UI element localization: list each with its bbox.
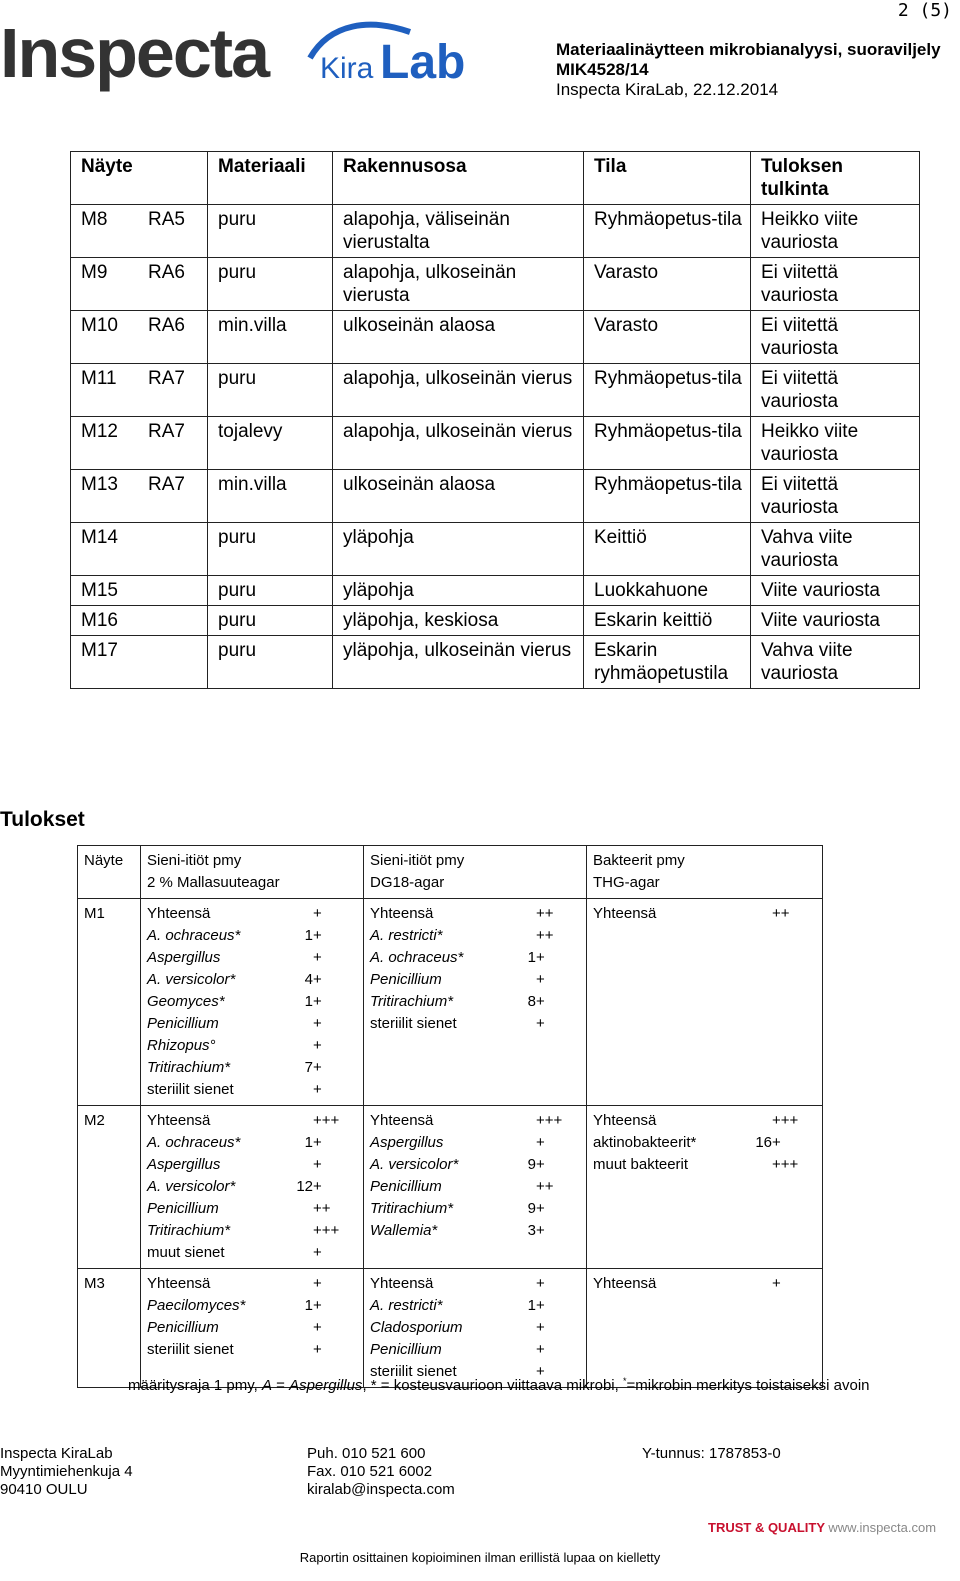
organism-line	[370, 991, 580, 1013]
result-row	[78, 1269, 823, 1388]
sample-id: M11	[71, 364, 138, 417]
organism-count	[728, 1110, 772, 1132]
kiralab-logo	[300, 18, 490, 82]
organism-line	[147, 947, 357, 969]
kiralab-kira-text: Kira	[320, 52, 374, 82]
organism-level: +	[313, 1037, 322, 1054]
sample-part: yläpohja	[333, 576, 584, 606]
organism-level: +++	[313, 1222, 340, 1239]
organism-name: Penicillium	[370, 971, 442, 988]
footer-city: 90410 OULU	[0, 1481, 88, 1498]
organism-line	[147, 1154, 357, 1176]
organism-line	[593, 1273, 816, 1295]
footer-contact	[307, 1445, 455, 1499]
sample-ra: RA5	[138, 205, 208, 258]
organism-count	[269, 1220, 313, 1242]
sample-material: puru	[208, 636, 333, 689]
sample-result: Viite vauriosta	[751, 606, 920, 636]
organism-level: +	[536, 1200, 545, 1217]
sample-part: yläpohja, ulkoseinän vierus	[333, 636, 584, 689]
organism-level: +	[536, 1156, 545, 1173]
organism-name: Aspergillus	[370, 1134, 444, 1151]
sample-part: yläpohja	[333, 523, 584, 576]
result-cell-c3	[587, 1269, 823, 1388]
sample-room: Luokkahuone	[584, 576, 751, 606]
footer-business-id: Y-tunnus: 1787853-0	[642, 1445, 781, 1462]
results-header-row	[78, 846, 823, 899]
organism-line	[370, 1154, 580, 1176]
sample-material: min.villa	[208, 311, 333, 364]
organism-name: A. ochraceus*	[147, 927, 241, 944]
organism-name: Penicillium	[147, 1200, 219, 1217]
organism-count	[492, 1339, 536, 1361]
organism-count	[269, 1035, 313, 1057]
organism-level: +++	[772, 1112, 799, 1129]
sample-id: M13	[71, 470, 138, 523]
sample-id: M15	[71, 576, 138, 606]
col-header-room: Tila	[584, 152, 751, 205]
sample-id: M14	[71, 523, 138, 576]
organism-level: +	[313, 1156, 322, 1173]
organism-count: 1	[527, 949, 536, 966]
sample-material: puru	[208, 205, 333, 258]
kiralab-lab-text: Lab	[380, 36, 466, 82]
organism-count: 12	[296, 1178, 313, 1195]
sample-id: M16	[71, 606, 138, 636]
organism-level: +	[772, 1134, 781, 1151]
footnote: määritysraja 1 pmy, A = Aspergillus, * = kosteusvaurioon viittaava mikrobi, *=mikrobin merkitys toistaiseksi avoin	[128, 1376, 870, 1394]
sample-result: Heikko viite vauriosta	[751, 205, 920, 258]
organism-count	[492, 1317, 536, 1339]
organism-name: A. restricti*	[370, 927, 443, 944]
organism-level: +	[313, 1275, 322, 1292]
organism-name: Cladosporium	[370, 1319, 463, 1336]
results-header-thg-1: Bakteerit pmy	[593, 852, 685, 869]
organism-count	[728, 1154, 772, 1176]
sample-material: puru	[208, 258, 333, 311]
organism-line	[147, 969, 357, 991]
organism-count: 4	[304, 971, 313, 988]
organism-line	[147, 1079, 357, 1101]
copy-notice: Raportin osittainen kopioiminen ilman erillistä lupaa on kielletty	[299, 1550, 661, 1565]
organism-line	[370, 903, 580, 925]
organism-count: 7	[304, 1059, 313, 1076]
organism-count: 9	[527, 1200, 536, 1217]
organism-count	[492, 1132, 536, 1154]
organism-name: Aspergillus	[147, 1156, 221, 1173]
inspecta-logo: Inspecta	[0, 14, 268, 92]
trust-quality-line: TRUST & QUALITY www.inspecta.com	[708, 1520, 937, 1535]
organism-level: +	[313, 1297, 322, 1314]
sample-ra: RA7	[138, 417, 208, 470]
organism-line	[370, 1110, 580, 1132]
organism-line	[147, 1295, 357, 1317]
organism-name: Geomyces*	[147, 993, 225, 1010]
sample-room: Ryhmäopetus-tila	[584, 417, 751, 470]
sample-material: min.villa	[208, 470, 333, 523]
organism-line	[147, 1110, 357, 1132]
organism-line	[593, 903, 816, 925]
sample-ra	[138, 576, 208, 606]
sample-part: alapohja, ulkoseinän vierus	[333, 417, 584, 470]
sample-material: puru	[208, 606, 333, 636]
organism-line	[370, 1013, 580, 1035]
col-header-result: Tuloksen tulkinta	[751, 152, 920, 205]
sample-room: Varasto	[584, 258, 751, 311]
sample-row	[71, 470, 920, 523]
organism-level: +	[536, 971, 545, 988]
organism-level: ++	[313, 1200, 331, 1217]
organism-level: +++	[536, 1112, 563, 1129]
result-cell-c1	[141, 1106, 364, 1269]
sample-row	[71, 636, 920, 689]
results-table	[77, 845, 823, 1388]
organism-name: steriilit sienet	[370, 1363, 457, 1380]
organism-level: +	[313, 1015, 322, 1032]
report-header	[556, 40, 941, 100]
organism-line	[593, 1154, 816, 1176]
sample-ra: RA6	[138, 258, 208, 311]
organism-count	[269, 1242, 313, 1264]
sample-id: M9	[71, 258, 138, 311]
sample-part: alapohja, ulkoseinän vierusta	[333, 258, 584, 311]
organism-count: 9	[527, 1156, 536, 1173]
organism-line	[147, 1198, 357, 1220]
organism-level: ++	[772, 905, 790, 922]
organism-name: A. versicolor*	[147, 971, 236, 988]
organism-level: +	[536, 1222, 545, 1239]
organism-count: 1	[527, 1297, 536, 1314]
sample-row	[71, 523, 920, 576]
organism-line	[147, 991, 357, 1013]
samples-header-row	[71, 152, 920, 205]
organism-count	[492, 1273, 536, 1295]
sample-room: Ryhmäopetus-tila	[584, 205, 751, 258]
sample-id: M10	[71, 311, 138, 364]
organism-name: A. ochraceus*	[370, 949, 464, 966]
organism-line	[370, 969, 580, 991]
organism-line	[147, 1176, 357, 1198]
organism-name: steriilit sienet	[147, 1341, 234, 1358]
result-row	[78, 899, 823, 1106]
footer-fax: Fax. 010 521 6002	[307, 1463, 433, 1480]
organism-name: Yhteensä	[370, 905, 434, 922]
footer-street: Myyntimiehenkuja 4	[0, 1463, 133, 1480]
organism-level: +	[536, 1134, 545, 1151]
sample-ra	[138, 523, 208, 576]
result-sample-id: M2	[78, 1106, 141, 1269]
organism-level: +	[313, 1134, 322, 1151]
organism-level: +	[313, 927, 322, 944]
results-header-malt-2: 2 % Mallasuuteagar	[147, 874, 280, 891]
organism-level: +	[313, 1244, 322, 1261]
organism-name: Yhteensä	[593, 1112, 657, 1129]
organism-line	[147, 1273, 357, 1295]
organism-count: 1	[304, 927, 313, 944]
sample-material: puru	[208, 576, 333, 606]
organism-level: +++	[313, 1112, 340, 1129]
result-sample-id: M1	[78, 899, 141, 1106]
organism-count: 1	[304, 993, 313, 1010]
sample-room: Eskarin keittiö	[584, 606, 751, 636]
footer-web-link[interactable]: www.inspecta.com	[828, 1520, 937, 1535]
organism-name: Yhteensä	[370, 1112, 434, 1129]
organism-line	[370, 1339, 580, 1361]
organism-level: +	[536, 949, 545, 966]
organism-name: Rhizopus°	[147, 1037, 216, 1054]
organism-line	[147, 1339, 357, 1361]
result-cell-c2	[364, 1269, 587, 1388]
result-sample-id: M3	[78, 1269, 141, 1388]
result-cell-c2	[364, 1106, 587, 1269]
organism-line	[147, 1220, 357, 1242]
organism-count: 1	[304, 1134, 313, 1151]
organism-level: +	[772, 1275, 781, 1292]
organism-line	[147, 1132, 357, 1154]
organism-name: Tritirachium*	[370, 993, 454, 1010]
sample-part: ulkoseinän alaosa	[333, 311, 584, 364]
sample-ra	[138, 606, 208, 636]
organism-count	[269, 1317, 313, 1339]
organism-name: Yhteensä	[147, 1275, 211, 1292]
organism-count	[492, 969, 536, 991]
sample-material: puru	[208, 364, 333, 417]
organism-level: ++	[536, 905, 554, 922]
organism-line	[593, 1132, 816, 1154]
sample-part: alapohja, väliseinän vierustalta	[333, 205, 584, 258]
sample-result: Vahva viite vauriosta	[751, 523, 920, 576]
result-cell-c3	[587, 1106, 823, 1269]
sample-result: Ei viitettä vauriosta	[751, 311, 920, 364]
organism-level: +	[536, 1319, 545, 1336]
organism-name: steriilit sienet	[147, 1081, 234, 1098]
organism-name: Penicillium	[370, 1178, 442, 1195]
organism-level: +++	[772, 1156, 799, 1173]
organism-name: Tritirachium*	[147, 1222, 231, 1239]
organism-count	[269, 1079, 313, 1101]
organism-level: +	[313, 949, 322, 966]
organism-name: A. ochraceus*	[147, 1134, 241, 1151]
organism-count: 16	[755, 1134, 772, 1151]
sample-result: Viite vauriosta	[751, 576, 920, 606]
organism-count	[728, 903, 772, 925]
sample-ra	[138, 636, 208, 689]
organism-count	[492, 925, 536, 947]
organism-line	[370, 925, 580, 947]
report-code: MIK4528/14	[556, 60, 649, 79]
footer-company: Inspecta KiraLab	[0, 1445, 113, 1462]
results-title: Tulokset	[0, 808, 85, 831]
organism-level: +	[313, 1081, 322, 1098]
organism-name: Yhteensä	[147, 905, 211, 922]
organism-count: 1	[304, 1297, 313, 1314]
organism-level: +	[313, 1059, 322, 1076]
sample-result: Ei viitettä vauriosta	[751, 470, 920, 523]
organism-line	[147, 1013, 357, 1035]
organism-count	[269, 1154, 313, 1176]
organism-line	[370, 947, 580, 969]
organism-level: +	[313, 1178, 322, 1195]
sample-row	[71, 205, 920, 258]
results-header-dg18-1: Sieni-itiöt pmy	[370, 852, 465, 869]
sample-row	[71, 364, 920, 417]
organism-line	[593, 1110, 816, 1132]
results-header-malt-1: Sieni-itiöt pmy	[147, 852, 242, 869]
organism-name: Tritirachium*	[147, 1059, 231, 1076]
organism-count: 3	[527, 1222, 536, 1239]
organism-name: A. restricti*	[370, 1297, 443, 1314]
report-date: Inspecta KiraLab, 22.12.2014	[556, 80, 779, 99]
organism-count	[492, 1176, 536, 1198]
organism-level: +	[536, 1363, 545, 1380]
organism-count	[269, 1013, 313, 1035]
organism-count	[269, 903, 313, 925]
organism-count	[269, 947, 313, 969]
sample-id: M8	[71, 205, 138, 258]
sample-part: alapohja, ulkoseinän vierus	[333, 364, 584, 417]
report-title: Materiaalinäytteen mikrobianalyysi, suoraviljely	[556, 40, 941, 59]
organism-level: +	[313, 905, 322, 922]
organism-name: steriilit sienet	[370, 1015, 457, 1032]
sample-row	[71, 258, 920, 311]
organism-name: aktinobakteerit*	[593, 1134, 697, 1151]
organism-name: Yhteensä	[370, 1275, 434, 1292]
organism-level: +	[313, 971, 322, 988]
organism-count	[269, 1273, 313, 1295]
organism-name: A. versicolor*	[147, 1178, 236, 1195]
organism-level: +	[536, 1297, 545, 1314]
footer-email[interactable]: kiralab@inspecta.com	[307, 1481, 455, 1498]
organism-line	[370, 1220, 580, 1242]
organism-count: 8	[527, 993, 536, 1010]
organism-line	[370, 1273, 580, 1295]
sample-result: Vahva viite vauriosta	[751, 636, 920, 689]
sample-ra: RA7	[138, 470, 208, 523]
results-header-malt	[141, 846, 364, 899]
organism-count	[269, 1198, 313, 1220]
footer-address	[0, 1445, 133, 1499]
sample-id: M12	[71, 417, 138, 470]
organism-line	[370, 1317, 580, 1339]
organism-level: +	[536, 1341, 545, 1358]
organism-name: muut sienet	[147, 1244, 225, 1261]
organism-name: Yhteensä	[593, 905, 657, 922]
results-header-dg18-2: DG18-agar	[370, 874, 445, 891]
organism-name: A. versicolor*	[370, 1156, 459, 1173]
organism-level: +	[313, 993, 322, 1010]
organism-count	[492, 1013, 536, 1035]
sample-room: Varasto	[584, 311, 751, 364]
result-cell-c1	[141, 1269, 364, 1388]
sample-id: M17	[71, 636, 138, 689]
results-header-thg-2: THG-agar	[593, 874, 660, 891]
sample-material: tojalevy	[208, 417, 333, 470]
result-row	[78, 1106, 823, 1269]
organism-line	[370, 1176, 580, 1198]
col-header-sample: Näyte	[71, 152, 208, 205]
organism-line	[147, 1035, 357, 1057]
organism-count	[728, 1273, 772, 1295]
result-cell-c3	[587, 899, 823, 1106]
organism-count	[269, 1110, 313, 1132]
sample-part: yläpohja, keskiosa	[333, 606, 584, 636]
sample-row	[71, 417, 920, 470]
organism-name: Wallemia*	[370, 1222, 438, 1239]
sample-room: Eskarin ryhmäopetustila	[584, 636, 751, 689]
organism-level: +	[313, 1319, 322, 1336]
organism-name: muut bakteerit	[593, 1156, 689, 1173]
organism-name: Aspergillus	[147, 949, 221, 966]
footer-phone: Puh. 010 521 600	[307, 1445, 426, 1462]
organism-line	[147, 903, 357, 925]
results-header-thg	[587, 846, 823, 899]
organism-line	[147, 1242, 357, 1264]
organism-name: Penicillium	[147, 1319, 219, 1336]
organism-level: +	[313, 1341, 322, 1358]
sample-result: Ei viitettä vauriosta	[751, 364, 920, 417]
organism-line	[370, 1295, 580, 1317]
sample-result: Heikko viite vauriosta	[751, 417, 920, 470]
sample-ra: RA6	[138, 311, 208, 364]
organism-level: ++	[536, 927, 554, 944]
sample-material: puru	[208, 523, 333, 576]
sample-room: Keittiö	[584, 523, 751, 576]
organism-name: Yhteensä	[593, 1275, 657, 1292]
organism-name: Tritirachium*	[370, 1200, 454, 1217]
organism-name: Yhteensä	[147, 1112, 211, 1129]
organism-name: Paecilomyces*	[147, 1297, 246, 1314]
sample-part: ulkoseinän alaosa	[333, 470, 584, 523]
organism-name: Penicillium	[147, 1015, 219, 1032]
page-number: 2 (5)	[897, 0, 952, 21]
organism-line	[147, 1317, 357, 1339]
sample-row	[71, 606, 920, 636]
results-header-dg18	[364, 846, 587, 899]
organism-level: ++	[536, 1178, 554, 1195]
organism-count	[492, 903, 536, 925]
organism-level: +	[536, 1275, 545, 1292]
sample-row	[71, 311, 920, 364]
organism-count	[269, 1339, 313, 1361]
col-header-material: Materiaali	[208, 152, 333, 205]
sample-row	[71, 576, 920, 606]
organism-level: +	[536, 993, 545, 1010]
result-cell-c2	[364, 899, 587, 1106]
results-header-sample: Näyte	[78, 846, 141, 899]
sample-room: Ryhmäopetus-tila	[584, 470, 751, 523]
samples-table	[70, 151, 920, 689]
result-cell-c1	[141, 899, 364, 1106]
organism-level: +	[536, 1015, 545, 1032]
organism-name: Penicillium	[370, 1341, 442, 1358]
organism-line	[370, 1132, 580, 1154]
sample-ra: RA7	[138, 364, 208, 417]
organism-line	[370, 1198, 580, 1220]
sample-room: Ryhmäopetus-tila	[584, 364, 751, 417]
organism-line	[147, 1057, 357, 1079]
organism-line	[147, 925, 357, 947]
col-header-part: Rakennusosa	[333, 152, 584, 205]
organism-count	[492, 1110, 536, 1132]
sample-result: Ei viitettä vauriosta	[751, 258, 920, 311]
